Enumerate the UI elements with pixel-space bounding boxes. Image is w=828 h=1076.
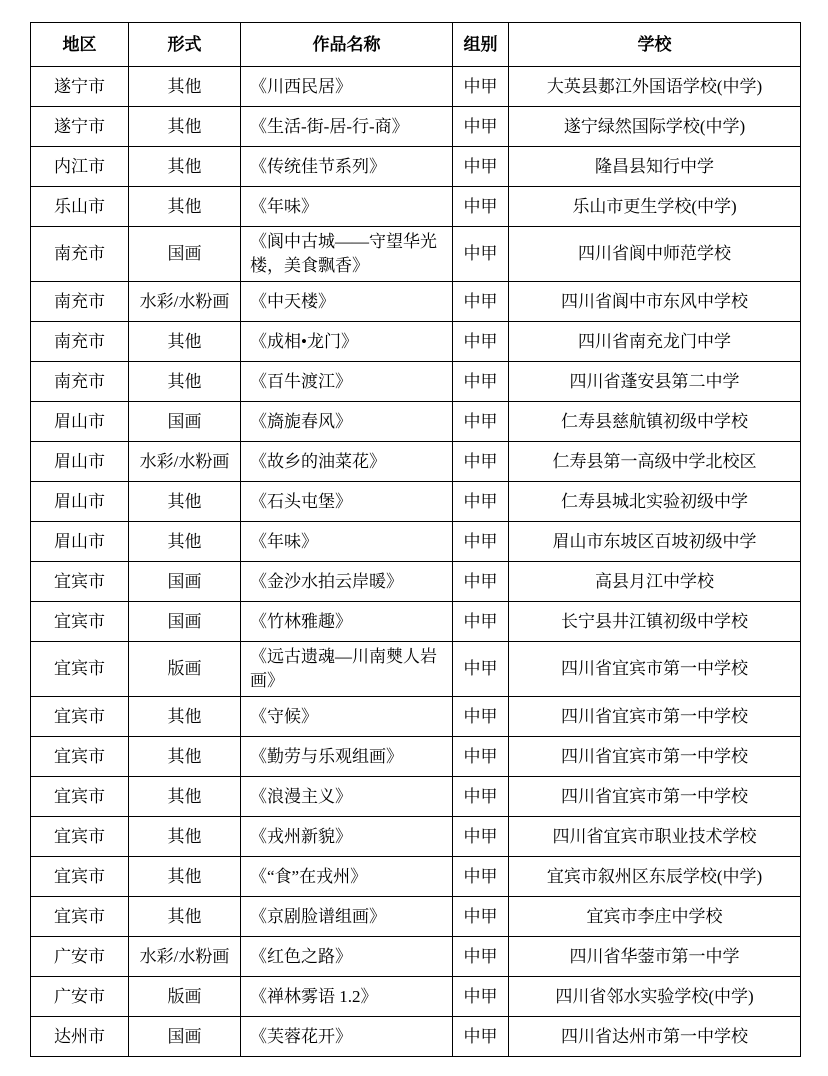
cell-region: 遂宁市 [31, 67, 129, 107]
cell-title: 《勤劳与乐观组画》 [241, 737, 453, 777]
cell-school: 四川省达州市第一中学校 [509, 1017, 801, 1057]
cell-region: 广安市 [31, 977, 129, 1017]
cell-title: 《竹林雅趣》 [241, 602, 453, 642]
cell-school: 宜宾市叙州区东辰学校(中学) [509, 857, 801, 897]
cell-title: 《京剧脸谱组画》 [241, 897, 453, 937]
cell-region: 宜宾市 [31, 737, 129, 777]
table-row [31, 522, 801, 562]
cell-form: 水彩/水粉画 [129, 282, 241, 322]
cell-school: 仁寿县第一高级中学北校区 [509, 442, 801, 482]
table-row [31, 697, 801, 737]
cell-title: 《成相•龙门》 [241, 322, 453, 362]
cell-region: 宜宾市 [31, 897, 129, 937]
cell-school: 仁寿县慈航镇初级中学校 [509, 402, 801, 442]
cell-region: 宜宾市 [31, 817, 129, 857]
cell-group: 中甲 [453, 187, 509, 227]
cell-group: 中甲 [453, 1017, 509, 1057]
table-row [31, 282, 801, 322]
cell-form: 版画 [129, 977, 241, 1017]
cell-school: 四川省宜宾市第一中学校 [509, 642, 801, 697]
cell-form: 其他 [129, 322, 241, 362]
cell-school: 眉山市东坡区百坡初级中学 [509, 522, 801, 562]
cell-region: 宜宾市 [31, 602, 129, 642]
cell-form: 其他 [129, 482, 241, 522]
table-header [31, 23, 801, 67]
cell-group: 中甲 [453, 67, 509, 107]
cell-school: 四川省邻水实验学校(中学) [509, 977, 801, 1017]
table-row [31, 67, 801, 107]
header-form: 形式 [129, 23, 241, 67]
header-region: 地区 [31, 23, 129, 67]
cell-title: 《生活-街-居-行-商》 [241, 107, 453, 147]
cell-school: 四川省宜宾市第一中学校 [509, 697, 801, 737]
cell-region: 南充市 [31, 362, 129, 402]
cell-group: 中甲 [453, 482, 509, 522]
table-row [31, 977, 801, 1017]
cell-group: 中甲 [453, 282, 509, 322]
cell-region: 南充市 [31, 322, 129, 362]
cell-title: 《石头屯堡》 [241, 482, 453, 522]
cell-title: 《传统佳节系列》 [241, 147, 453, 187]
cell-title: 《红色之路》 [241, 937, 453, 977]
cell-group: 中甲 [453, 897, 509, 937]
cell-school: 宜宾市李庄中学校 [509, 897, 801, 937]
cell-title: 《“食”在戎州》 [241, 857, 453, 897]
cell-form: 国画 [129, 562, 241, 602]
cell-region: 宜宾市 [31, 777, 129, 817]
table-row [31, 1017, 801, 1057]
cell-region: 南充市 [31, 282, 129, 322]
cell-school: 四川省阆中师范学校 [509, 227, 801, 282]
table-row [31, 737, 801, 777]
cell-group: 中甲 [453, 522, 509, 562]
table-row [31, 187, 801, 227]
cell-form: 国画 [129, 602, 241, 642]
cell-region: 遂宁市 [31, 107, 129, 147]
table-row [31, 777, 801, 817]
cell-group: 中甲 [453, 777, 509, 817]
header-row [31, 23, 801, 67]
cell-region: 宜宾市 [31, 642, 129, 697]
table-row [31, 562, 801, 602]
cell-title: 《浪漫主义》 [241, 777, 453, 817]
cell-form: 其他 [129, 897, 241, 937]
table-row [31, 937, 801, 977]
cell-title: 《远古遗魂—川南僰人岩画》 [241, 642, 453, 697]
cell-region: 乐山市 [31, 187, 129, 227]
cell-group: 中甲 [453, 642, 509, 697]
table-row [31, 482, 801, 522]
cell-group: 中甲 [453, 937, 509, 977]
cell-school: 仁寿县城北实验初级中学 [509, 482, 801, 522]
cell-form: 其他 [129, 817, 241, 857]
header-title: 作品名称 [241, 23, 453, 67]
cell-school: 大英县郪江外国语学校(中学) [509, 67, 801, 107]
cell-form: 其他 [129, 67, 241, 107]
cell-school: 四川省华蓥市第一中学 [509, 937, 801, 977]
cell-title: 《百牛渡江》 [241, 362, 453, 402]
cell-school: 四川省宜宾市第一中学校 [509, 737, 801, 777]
table-row [31, 402, 801, 442]
cell-form: 其他 [129, 522, 241, 562]
cell-title: 《阆中古城——守望华光楼，美食飘香》 [241, 227, 453, 282]
header-group: 组别 [453, 23, 509, 67]
cell-group: 中甲 [453, 147, 509, 187]
cell-region: 眉山市 [31, 402, 129, 442]
cell-region: 内江市 [31, 147, 129, 187]
table-row [31, 857, 801, 897]
table-row [31, 897, 801, 937]
results-table-body [31, 67, 801, 1057]
cell-school: 四川省阆中市东风中学校 [509, 282, 801, 322]
cell-school: 四川省宜宾市第一中学校 [509, 777, 801, 817]
cell-form: 其他 [129, 107, 241, 147]
cell-group: 中甲 [453, 107, 509, 147]
cell-school: 长宁县井江镇初级中学校 [509, 602, 801, 642]
cell-form: 版画 [129, 642, 241, 697]
cell-form: 水彩/水粉画 [129, 442, 241, 482]
cell-group: 中甲 [453, 362, 509, 402]
cell-group: 中甲 [453, 227, 509, 282]
awards-table [30, 22, 801, 1057]
cell-title: 《芙蓉花开》 [241, 1017, 453, 1057]
cell-group: 中甲 [453, 402, 509, 442]
cell-form: 其他 [129, 187, 241, 227]
cell-title: 《年味》 [241, 187, 453, 227]
cell-group: 中甲 [453, 977, 509, 1017]
cell-group: 中甲 [453, 602, 509, 642]
cell-region: 宜宾市 [31, 857, 129, 897]
cell-school: 四川省南充龙门中学 [509, 322, 801, 362]
table-row [31, 362, 801, 402]
cell-form: 其他 [129, 857, 241, 897]
table-row [31, 642, 801, 697]
cell-form: 国画 [129, 227, 241, 282]
table-row [31, 602, 801, 642]
cell-form: 其他 [129, 777, 241, 817]
table-row [31, 817, 801, 857]
cell-region: 眉山市 [31, 522, 129, 562]
cell-title: 《戎州新貌》 [241, 817, 453, 857]
table-row [31, 227, 801, 282]
cell-region: 宜宾市 [31, 562, 129, 602]
cell-form: 其他 [129, 362, 241, 402]
cell-region: 达州市 [31, 1017, 129, 1057]
table-row [31, 147, 801, 187]
cell-title: 《故乡的油菜花》 [241, 442, 453, 482]
cell-form: 国画 [129, 402, 241, 442]
cell-group: 中甲 [453, 442, 509, 482]
header-school: 学校 [509, 23, 801, 67]
cell-school: 遂宁绿然国际学校(中学) [509, 107, 801, 147]
cell-group: 中甲 [453, 857, 509, 897]
cell-region: 眉山市 [31, 482, 129, 522]
cell-form: 国画 [129, 1017, 241, 1057]
cell-group: 中甲 [453, 737, 509, 777]
table-row [31, 322, 801, 362]
cell-group: 中甲 [453, 697, 509, 737]
cell-title: 《禅林雾语 1.2》 [241, 977, 453, 1017]
cell-school: 四川省蓬安县第二中学 [509, 362, 801, 402]
cell-form: 其他 [129, 697, 241, 737]
cell-title: 《旖旎春风》 [241, 402, 453, 442]
cell-title: 《金沙水拍云岸暖》 [241, 562, 453, 602]
cell-form: 其他 [129, 737, 241, 777]
cell-group: 中甲 [453, 817, 509, 857]
cell-form: 水彩/水粉画 [129, 937, 241, 977]
cell-region: 南充市 [31, 227, 129, 282]
cell-region: 宜宾市 [31, 697, 129, 737]
cell-title: 《守候》 [241, 697, 453, 737]
cell-title: 《年味》 [241, 522, 453, 562]
cell-form: 其他 [129, 147, 241, 187]
cell-region: 眉山市 [31, 442, 129, 482]
cell-school: 乐山市更生学校(中学) [509, 187, 801, 227]
cell-region: 广安市 [31, 937, 129, 977]
table-row [31, 442, 801, 482]
cell-group: 中甲 [453, 322, 509, 362]
cell-school: 高县月江中学校 [509, 562, 801, 602]
cell-group: 中甲 [453, 562, 509, 602]
cell-title: 《中天楼》 [241, 282, 453, 322]
cell-title: 《川西民居》 [241, 67, 453, 107]
table-row [31, 107, 801, 147]
cell-school: 隆昌县知行中学 [509, 147, 801, 187]
cell-school: 四川省宜宾市职业技术学校 [509, 817, 801, 857]
